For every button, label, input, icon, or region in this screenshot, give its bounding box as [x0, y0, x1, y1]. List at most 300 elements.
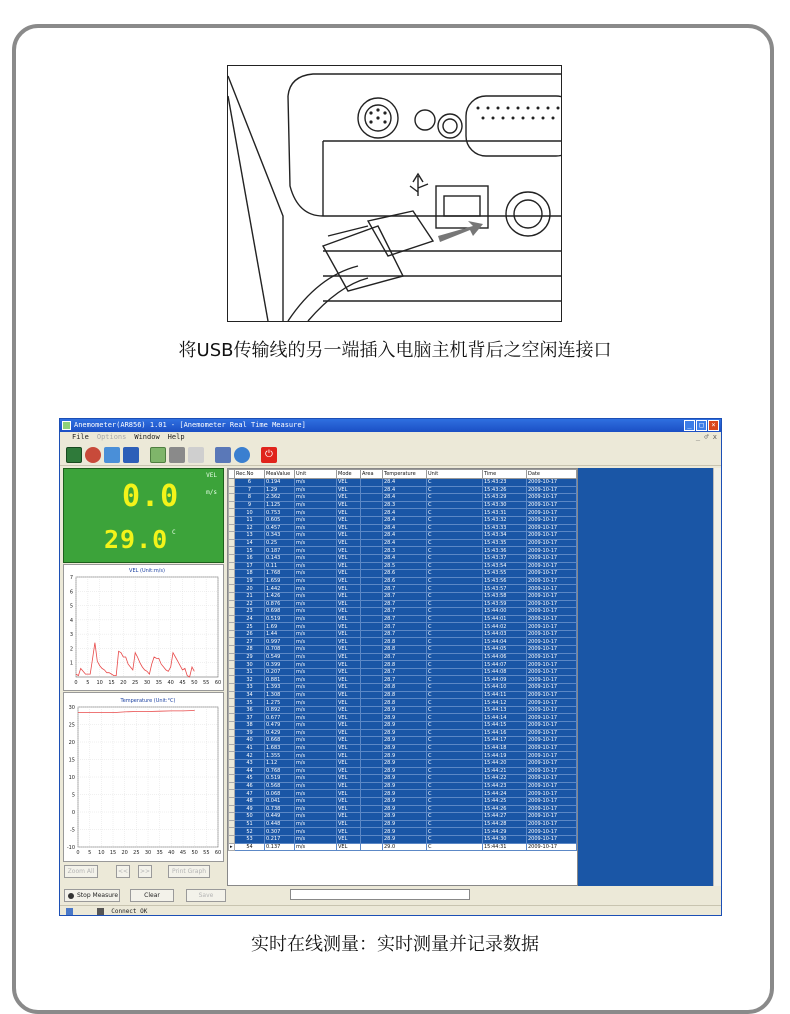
table-cell — [361, 577, 383, 585]
table-cell: 15:43:59 — [483, 600, 527, 608]
table-cell: 1.125 — [265, 501, 295, 509]
table-cell: C — [427, 592, 483, 600]
table-row[interactable] — [229, 600, 577, 608]
table-cell: 15:43:32 — [483, 516, 527, 524]
table-cell: 2009-10-17 — [527, 759, 577, 767]
table-cell: 15:44:08 — [483, 668, 527, 676]
table-cell: 0.668 — [265, 737, 295, 745]
table-row[interactable] — [229, 790, 577, 798]
table-cell: 15:44:01 — [483, 615, 527, 623]
table-cell: m/s — [295, 775, 337, 783]
table-row[interactable] — [229, 668, 577, 676]
column-header-5[interactable]: Temperature — [383, 470, 427, 479]
table-cell: m/s — [295, 494, 337, 502]
next-button[interactable]: >> — [138, 865, 152, 878]
table-cell: m/s — [295, 501, 337, 509]
table-cell — [361, 752, 383, 760]
table-row[interactable] — [229, 759, 577, 767]
save-button[interactable] — [186, 889, 226, 902]
table-cell: C — [427, 661, 483, 669]
table-row[interactable] — [229, 805, 577, 813]
column-header-3[interactable]: Mode — [337, 470, 361, 479]
table-row[interactable] — [229, 623, 577, 631]
table-cell: 10 — [235, 509, 265, 517]
table-cell: 2009-10-17 — [527, 775, 577, 783]
table-cell: 28.7 — [383, 676, 427, 684]
table-cell: 28.9 — [383, 782, 427, 790]
live-readout-panel — [63, 468, 224, 563]
table-cell: 15:44:07 — [483, 661, 527, 669]
menu-options[interactable]: Options — [96, 433, 127, 441]
settings-icon[interactable] — [85, 447, 101, 463]
table-cell: 28.4 — [383, 509, 427, 517]
table-cell: VEL — [337, 486, 361, 494]
table-row[interactable] — [229, 722, 577, 730]
table-cell: 0.343 — [265, 532, 295, 540]
table-cell: 15:44:11 — [483, 691, 527, 699]
table-cell: 0.738 — [265, 805, 295, 813]
column-header-8[interactable]: Date — [527, 470, 577, 479]
table-cell: 28.9 — [383, 767, 427, 775]
column-header-1[interactable]: MeaValue — [265, 470, 295, 479]
table-cell: C — [427, 547, 483, 555]
table-cell: 2009-10-17 — [527, 623, 577, 631]
table-cell: VEL — [337, 539, 361, 547]
table-row[interactable] — [229, 729, 577, 737]
table-cell: C — [427, 516, 483, 524]
velocity-chart — [63, 564, 224, 691]
table-row[interactable] — [229, 691, 577, 699]
table-cell: 28.4 — [383, 524, 427, 532]
minimize-icon[interactable]: _ — [684, 420, 695, 431]
table-cell: 15:44:00 — [483, 608, 527, 616]
pc-back-panel-drawing — [228, 66, 561, 321]
table-cell — [361, 509, 383, 517]
table-cell — [361, 516, 383, 524]
table-cell — [361, 570, 383, 578]
data-grid — [228, 469, 577, 851]
table-cell: 34 — [235, 691, 265, 699]
table-row[interactable] — [229, 486, 577, 494]
table-cell: C — [427, 539, 483, 547]
table-cell: 2009-10-17 — [527, 592, 577, 600]
table-cell: 53 — [235, 835, 265, 843]
table-cell — [361, 744, 383, 752]
table-cell: 26 — [235, 630, 265, 638]
table-cell — [361, 706, 383, 714]
table-row[interactable] — [229, 828, 577, 836]
table-cell: VEL — [337, 706, 361, 714]
y-tick-label: 1 — [69, 660, 73, 667]
table-cell: 0.307 — [265, 828, 295, 836]
stop-measure-label: Stop Measure — [77, 892, 119, 899]
table-row[interactable] — [229, 813, 577, 821]
table-cell: 0.479 — [265, 722, 295, 730]
vertical-scrollbar[interactable] — [713, 468, 722, 886]
table-cell: C — [427, 790, 483, 798]
table-cell: VEL — [337, 570, 361, 578]
table-cell: 1.69 — [265, 623, 295, 631]
open-icon[interactable] — [104, 447, 120, 463]
table-cell: 28.6 — [383, 570, 427, 578]
table-cell: 47 — [235, 790, 265, 798]
table-cell: C — [427, 630, 483, 638]
table-row[interactable] — [229, 562, 577, 570]
table-cell: 2009-10-17 — [527, 524, 577, 532]
table-cell: 2009-10-17 — [527, 790, 577, 798]
x-tick-label: 15 — [109, 850, 117, 856]
table-cell: 15:44:24 — [483, 790, 527, 798]
table-cell: C — [427, 835, 483, 843]
table-cell: 15:44:10 — [483, 684, 527, 692]
table-cell: 15:44:05 — [483, 646, 527, 654]
table-cell: VEL — [337, 699, 361, 707]
table-cell: C — [427, 479, 483, 487]
table-row[interactable] — [229, 835, 577, 843]
table-cell: VEL — [337, 532, 361, 540]
y-tick-label: 3 — [69, 632, 73, 639]
table-cell — [361, 737, 383, 745]
table-cell: 29.0 — [383, 843, 427, 851]
table-cell: 28.7 — [383, 653, 427, 661]
table-cell: VEL — [337, 820, 361, 828]
table-cell: 28.4 — [383, 494, 427, 502]
table-cell: m/s — [295, 714, 337, 722]
table-cell — [361, 479, 383, 487]
table-cell: 28.4 — [383, 516, 427, 524]
table-cell: 15:44:09 — [483, 676, 527, 684]
table-cell: m/s — [295, 585, 337, 593]
column-header-7[interactable]: Time — [483, 470, 527, 479]
table-row[interactable] — [229, 509, 577, 517]
table-row[interactable] — [229, 479, 577, 487]
table-cell: 2009-10-17 — [527, 638, 577, 646]
table-row[interactable] — [229, 554, 577, 562]
table-cell: 15:43:55 — [483, 570, 527, 578]
stop-measure-button[interactable] — [64, 889, 120, 902]
table-row[interactable] — [229, 539, 577, 547]
maximize-icon[interactable]: □ — [696, 420, 707, 431]
table-cell: 0.041 — [265, 797, 295, 805]
table-cell: m/s — [295, 828, 337, 836]
y-tick-label: 15 — [68, 757, 75, 764]
table-row[interactable] — [229, 744, 577, 752]
table-cell: 25 — [235, 623, 265, 631]
table-cell: 2009-10-17 — [527, 577, 577, 585]
table-cell: C — [427, 782, 483, 790]
table-row[interactable] — [229, 676, 577, 684]
table-cell — [361, 835, 383, 843]
table-row[interactable] — [229, 516, 577, 524]
export-icon[interactable] — [150, 447, 166, 463]
prev-button[interactable]: << — [116, 865, 130, 878]
column-header-0[interactable]: Rec.No — [235, 470, 265, 479]
table-cell: C — [427, 638, 483, 646]
table-row[interactable] — [229, 684, 577, 692]
status-bar — [60, 905, 721, 916]
x-tick-label: 10 — [96, 680, 103, 686]
table-cell: C — [427, 653, 483, 661]
column-header-6[interactable]: Unit — [427, 470, 483, 479]
table-cell: 2009-10-17 — [527, 767, 577, 775]
table-cell: 28.8 — [383, 646, 427, 654]
y-tick-label: -10 — [66, 845, 75, 851]
table-cell — [361, 790, 383, 798]
table-row[interactable] — [229, 775, 577, 783]
app-icon — [62, 421, 71, 430]
realtime-chart-icon[interactable] — [66, 447, 82, 463]
table-cell: 15:43:56 — [483, 577, 527, 585]
zoom-all-button[interactable]: Zoom All — [64, 865, 98, 878]
table-cell: 1.393 — [265, 684, 295, 692]
device-icon[interactable] — [215, 447, 231, 463]
table-row[interactable] — [229, 585, 577, 593]
table-cell: 2009-10-17 — [527, 813, 577, 821]
table-cell: 6 — [235, 479, 265, 487]
x-tick-label: 0 — [76, 850, 80, 856]
table-cell: 0.519 — [265, 615, 295, 623]
table-row[interactable] — [229, 843, 577, 851]
table-cell: 19 — [235, 577, 265, 585]
table-cell: 28.9 — [383, 835, 427, 843]
temperature-unit: C — [172, 529, 176, 536]
chart-title: Temperature (Unit:°C) — [120, 698, 176, 704]
table-row[interactable] — [229, 737, 577, 745]
table-cell: VEL — [337, 744, 361, 752]
disabled-tool-icon — [188, 447, 204, 463]
table-cell: 2009-10-17 — [527, 653, 577, 661]
table-cell: 0.698 — [265, 608, 295, 616]
table-row[interactable] — [229, 501, 577, 509]
table-row[interactable] — [229, 661, 577, 669]
table-cell: 17 — [235, 562, 265, 570]
exit-icon[interactable]: ⏻ — [261, 447, 277, 463]
table-row[interactable] — [229, 494, 577, 502]
table-cell: m/s — [295, 577, 337, 585]
table-cell: m/s — [295, 759, 337, 767]
table-cell: C — [427, 744, 483, 752]
table-cell: C — [427, 729, 483, 737]
x-tick-label: 60 — [214, 850, 222, 856]
print-icon[interactable] — [169, 447, 185, 463]
table-cell: C — [427, 615, 483, 623]
table-cell: 1.768 — [265, 570, 295, 578]
table-row[interactable] — [229, 630, 577, 638]
table-cell: 2009-10-17 — [527, 737, 577, 745]
table-cell: m/s — [295, 729, 337, 737]
table-cell: 32 — [235, 676, 265, 684]
table-cell: 15:44:14 — [483, 714, 527, 722]
table-cell: 2009-10-17 — [527, 479, 577, 487]
table-cell: 28.7 — [383, 608, 427, 616]
table-cell: C — [427, 646, 483, 654]
table-cell: C — [427, 797, 483, 805]
help-icon[interactable] — [234, 447, 250, 463]
table-cell: 15:43:30 — [483, 501, 527, 509]
arrow-icon — [438, 221, 483, 242]
table-row[interactable] — [229, 797, 577, 805]
table-cell: C — [427, 767, 483, 775]
table-cell: 22 — [235, 600, 265, 608]
table-cell: VEL — [337, 585, 361, 593]
table-cell: m/s — [295, 615, 337, 623]
computer-icon — [66, 908, 73, 915]
y-tick-label: 10 — [68, 775, 75, 781]
table-row[interactable] — [229, 547, 577, 555]
table-cell: m/s — [295, 516, 337, 524]
table-row[interactable] — [229, 615, 577, 623]
print-graph-button[interactable]: Print Graph — [168, 865, 210, 878]
table-cell: m/s — [295, 532, 337, 540]
table-cell: C — [427, 486, 483, 494]
menu-bar — [60, 432, 721, 443]
note-input[interactable] — [290, 889, 470, 900]
table-cell: VEL — [337, 638, 361, 646]
table-cell: 28.4 — [383, 539, 427, 547]
x-tick-label: 5 — [88, 850, 92, 856]
mdi-controls[interactable]: _ ♂ x — [695, 433, 717, 441]
table-cell: 28.9 — [383, 790, 427, 798]
table-cell: 15:43:54 — [483, 562, 527, 570]
table-cell: m/s — [295, 653, 337, 661]
row-selector[interactable]: ▸ — [230, 843, 233, 850]
table-cell: 30 — [235, 661, 265, 669]
table-cell: m/s — [295, 646, 337, 654]
table-cell: 0.399 — [265, 661, 295, 669]
table-row[interactable] — [229, 653, 577, 661]
column-header-4[interactable]: Area — [361, 470, 383, 479]
x-tick-label: 20 — [121, 850, 128, 856]
table-cell — [361, 691, 383, 699]
table-cell: 28.9 — [383, 828, 427, 836]
menu-help[interactable]: Help — [167, 433, 185, 441]
table-cell: 15:44:29 — [483, 828, 527, 836]
table-cell: 0.568 — [265, 782, 295, 790]
table-row[interactable] — [229, 524, 577, 532]
table-row[interactable] — [229, 767, 577, 775]
caption-bottom: 实时在线测量：实时测量并记录数据 — [251, 934, 539, 955]
table-cell: m/s — [295, 767, 337, 775]
table-cell: 0.881 — [265, 676, 295, 684]
table-cell — [361, 676, 383, 684]
close-icon[interactable]: × — [708, 420, 719, 431]
x-tick-label: 35 — [155, 680, 163, 686]
table-cell: VEL — [337, 577, 361, 585]
table-cell: 2009-10-17 — [527, 630, 577, 638]
table-cell — [361, 600, 383, 608]
table-cell: 2009-10-17 — [527, 744, 577, 752]
table-cell: 54 — [235, 843, 265, 851]
table-cell: 15:44:15 — [483, 722, 527, 730]
y-tick-label: 7 — [69, 575, 73, 581]
table-row[interactable] — [229, 608, 577, 616]
column-header-2[interactable]: Unit — [295, 470, 337, 479]
table-row[interactable] — [229, 577, 577, 585]
x-tick-label: 35 — [156, 850, 163, 856]
table-cell: 28.6 — [383, 577, 427, 585]
table-cell: 28.7 — [383, 585, 427, 593]
table-row[interactable] — [229, 782, 577, 790]
table-cell — [361, 759, 383, 767]
table-cell: 40 — [235, 737, 265, 745]
table-cell: C — [427, 699, 483, 707]
table-cell: 2009-10-17 — [527, 752, 577, 760]
clear-button[interactable] — [130, 889, 174, 902]
table-row[interactable] — [229, 752, 577, 760]
table-cell: 15:44:30 — [483, 835, 527, 843]
table-cell: 0.448 — [265, 820, 295, 828]
table-cell: m/s — [295, 592, 337, 600]
table-cell: 15:43:31 — [483, 509, 527, 517]
x-tick-label: 60 — [214, 680, 222, 686]
table-cell: 15:44:31 — [483, 843, 527, 851]
table-cell: 46 — [235, 782, 265, 790]
table-row[interactable] — [229, 592, 577, 600]
save-icon[interactable] — [123, 447, 139, 463]
table-cell: VEL — [337, 646, 361, 654]
table-cell: 0.449 — [265, 813, 295, 821]
table-cell: 0.549 — [265, 653, 295, 661]
menu-window[interactable]: Window — [134, 433, 160, 441]
table-cell: 23 — [235, 608, 265, 616]
table-cell: 2009-10-17 — [527, 706, 577, 714]
table-cell: m/s — [295, 524, 337, 532]
x-tick-label: 40 — [167, 680, 174, 686]
table-cell: 20 — [235, 585, 265, 593]
table-row[interactable] — [229, 646, 577, 654]
table-cell — [361, 615, 383, 623]
x-tick-label: 40 — [168, 850, 175, 856]
table-row[interactable] — [229, 699, 577, 707]
table-cell: C — [427, 820, 483, 828]
table-cell: 48 — [235, 797, 265, 805]
table-cell: VEL — [337, 775, 361, 783]
table-cell: C — [427, 759, 483, 767]
table-cell: 28.9 — [383, 714, 427, 722]
table-cell: VEL — [337, 524, 361, 532]
table-cell: m/s — [295, 782, 337, 790]
table-row[interactable] — [229, 638, 577, 646]
table-cell — [361, 797, 383, 805]
table-cell: 0.217 — [265, 835, 295, 843]
table-cell: 2009-10-17 — [527, 699, 577, 707]
table-row[interactable] — [229, 706, 577, 714]
table-cell: 15:44:12 — [483, 699, 527, 707]
x-tick-label: 5 — [86, 680, 90, 686]
table-cell: C — [427, 494, 483, 502]
table-row[interactable] — [229, 532, 577, 540]
table-cell: 28.9 — [383, 729, 427, 737]
table-cell: 13 — [235, 532, 265, 540]
table-cell: 28.7 — [383, 668, 427, 676]
table-cell: VEL — [337, 729, 361, 737]
table-cell: 2009-10-17 — [527, 722, 577, 730]
table-cell: 2009-10-17 — [527, 691, 577, 699]
table-row[interactable] — [229, 570, 577, 578]
table-cell: m/s — [295, 699, 337, 707]
table-cell: 28.5 — [383, 562, 427, 570]
menu-file[interactable]: File — [72, 433, 89, 441]
table-cell: 52 — [235, 828, 265, 836]
table-cell — [361, 638, 383, 646]
table-row[interactable] — [229, 714, 577, 722]
x-tick-label: 15 — [108, 680, 115, 686]
table-row[interactable] — [229, 820, 577, 828]
table-cell: 2009-10-17 — [527, 547, 577, 555]
table-cell: 37 — [235, 714, 265, 722]
table-cell: 15:44:28 — [483, 820, 527, 828]
table-cell: m/s — [295, 547, 337, 555]
